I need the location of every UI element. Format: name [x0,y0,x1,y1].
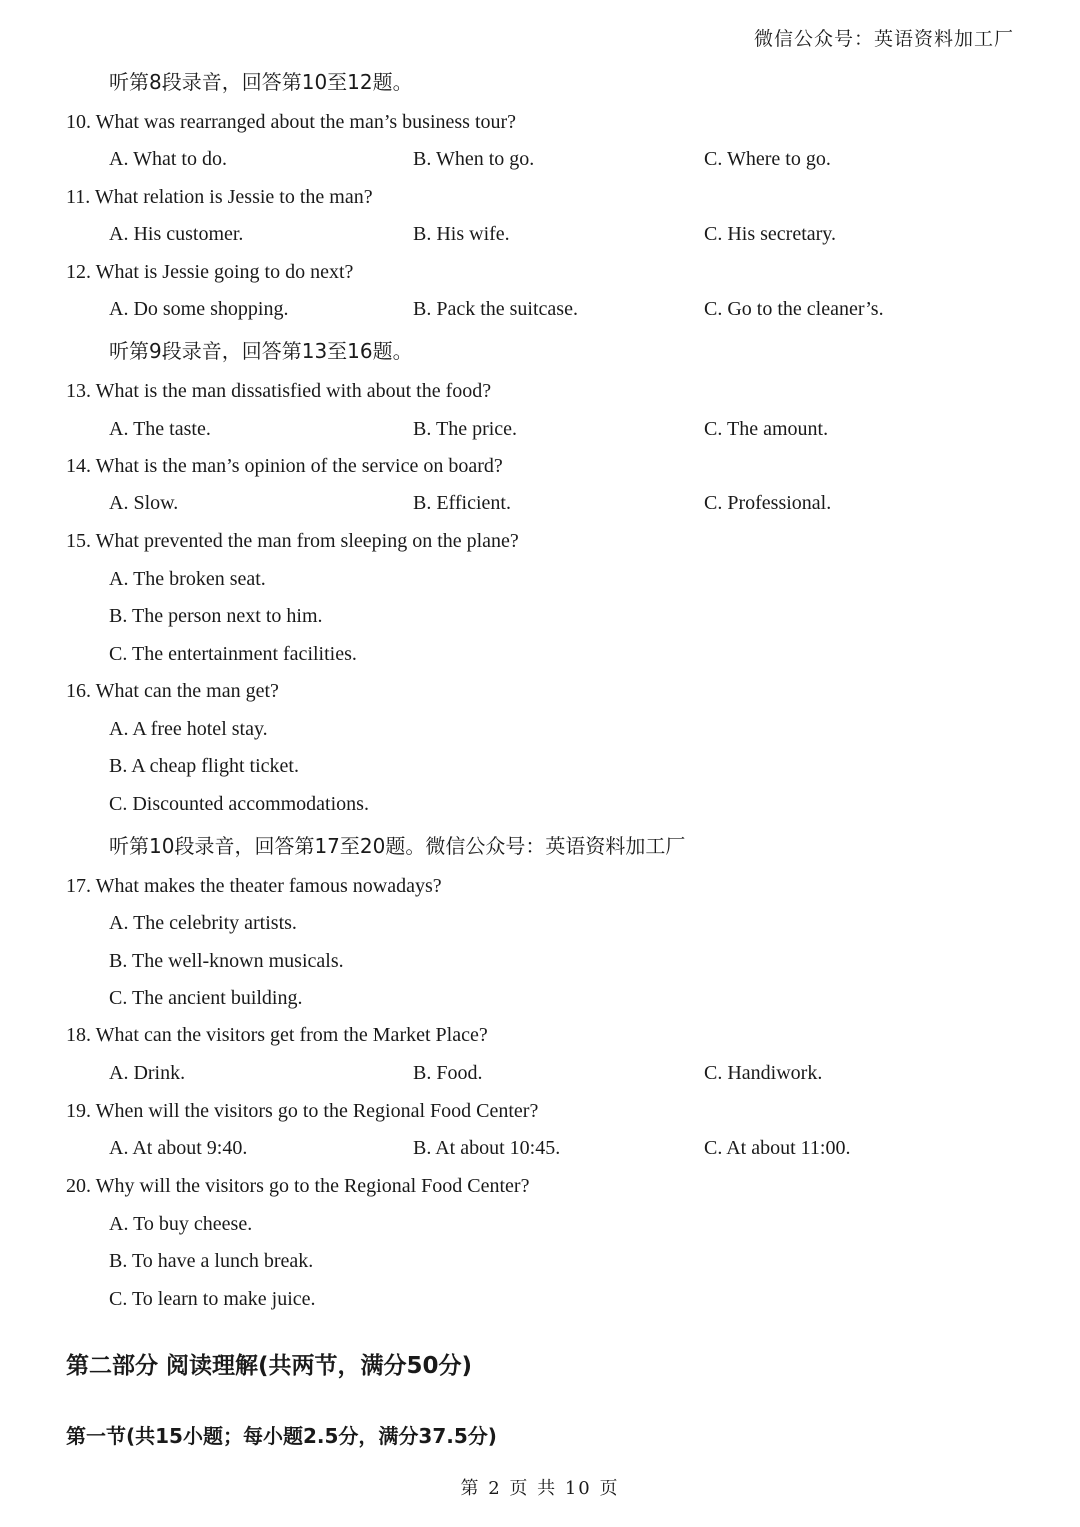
question-20-option-b: B. To have a lunch break. [109,1250,314,1272]
question-20-stem: 20. Why will the visitors go to the Regional Food Center? [66,1175,530,1197]
question-13-stem: 13. What is the man dissatisfied with about the food? [66,380,492,402]
question-17-option-b: B. The well-known musicals. [109,950,344,972]
section-note-8: 听第8段录音，回答第10至12题。 [109,70,413,94]
question-18-option-b: B. Food. [413,1062,483,1084]
question-12-option-c: C. Go to the cleaner’s. [704,298,884,320]
question-10-stem: 10. What was rearranged about the man’s business tour? [66,111,517,133]
question-13-option-a: A. The taste. [109,418,211,440]
question-20-option-c: C. To learn to make juice. [109,1288,316,1310]
question-15-option-b: B. The person next to him. [109,605,323,627]
question-20-option-a: A. To buy cheese. [109,1213,253,1235]
question-19-option-b: B. At about 10:45. [413,1137,561,1159]
question-10-option-a: A. What to do. [109,148,227,170]
question-17-stem: 17. What makes the theater famous nowadays? [66,875,442,897]
question-19-option-c: C. At about 11:00. [704,1137,851,1159]
question-16-option-b: B. A cheap flight ticket. [109,755,299,777]
question-18-option-a: A. Drink. [109,1062,186,1084]
question-13-option-c: C. The amount. [704,418,829,440]
question-11-option-b: B. His wife. [413,223,510,245]
question-18-stem: 18. What can the visitors get from the Market Place? [66,1024,488,1046]
question-19-stem: 19. When will the visitors go to the Regional Food Center? [66,1100,539,1122]
page-number: 第 2 页 共 10 页 [460,1478,620,1499]
question-11-option-a: A. His customer. [109,223,244,245]
question-14-stem: 14. What is the man’s opinion of the service on board? [66,455,503,477]
question-15-stem: 15. What prevented the man from sleeping on the plane? [66,530,519,552]
question-12-option-a: A. Do some shopping. [109,298,289,320]
question-15-option-c: C. The entertainment facilities. [109,643,357,665]
question-13-option-b: B. The price. [413,418,518,440]
part-2-section-1-title: 第一节(共15小题；每小题2.5分，满分37.5分) [66,1424,497,1448]
question-14-option-a: A. Slow. [109,492,179,514]
question-14-option-b: B. Efficient. [413,492,511,514]
question-11-option-c: C. His secretary. [704,223,836,245]
question-16-stem: 16. What can the man get? [66,680,279,702]
section-note-10: 听第10段录音，回答第17至20题。微信公众号：英语资料加工厂 [109,834,686,858]
question-12-stem: 12. What is Jessie going to do next? [66,261,354,283]
question-15-option-a: A. The broken seat. [109,568,266,590]
question-11-stem: 11. What relation is Jessie to the man? [66,186,373,208]
question-16-option-c: C. Discounted accommodations. [109,793,369,815]
question-10-option-c: C. Where to go. [704,148,831,170]
question-12-option-b: B. Pack the suitcase. [413,298,578,320]
question-19-option-a: A. At about 9:40. [109,1137,248,1159]
question-16-option-a: A. A free hotel stay. [109,718,268,740]
question-18-option-c: C. Handiwork. [704,1062,823,1084]
part-2-title: 第二部分 阅读理解(共两节，满分50分) [66,1353,473,1379]
question-10-option-b: B. When to go. [413,148,535,170]
section-note-9: 听第9段录音，回答第13至16题。 [109,339,413,363]
question-14-option-c: C. Professional. [704,492,832,514]
question-17-option-a: A. The celebrity artists. [109,912,297,934]
question-17-option-c: C. The ancient building. [109,987,303,1009]
header-watermark: 微信公众号：英语资料加工厂 [753,28,1014,50]
